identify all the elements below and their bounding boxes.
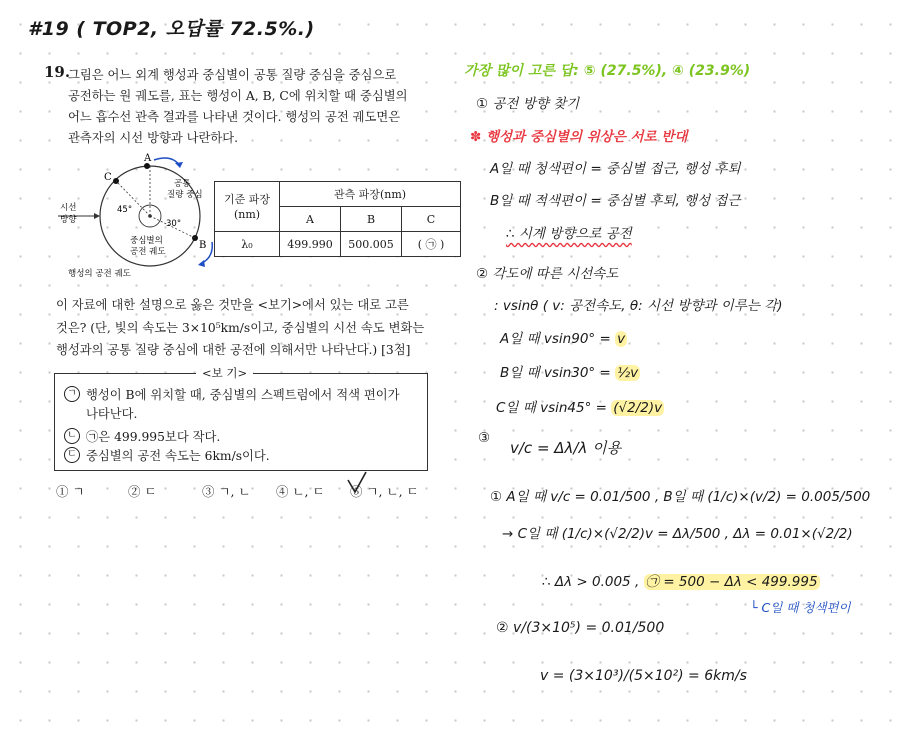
label-star-orbit-1: 중심별의	[130, 236, 163, 246]
note-b-velocity-value: ½v	[617, 365, 639, 381]
note-a-velocity-expr: A일 때 vsin90° =	[500, 331, 611, 347]
bogi-item-a-cont: 나타난다.	[86, 407, 138, 421]
label-a: A	[144, 153, 152, 164]
question-text-line: 그림은 어느 외계 행성과 중심별이 공통 질량 중심을 중심으로	[68, 68, 397, 82]
label-b: B	[199, 240, 207, 251]
table-cell-a: 499.990	[280, 232, 341, 257]
bogi-mark-c: ㄷ	[64, 447, 80, 463]
rotation-arrowhead-right-icon	[198, 260, 205, 267]
label-c: C	[104, 172, 112, 183]
note-a-velocity-value: v	[617, 331, 626, 347]
question-prompt-line: 행성과의 공통 질량 중심에 대한 공전에 의해서만 나타난다.) [3점]	[56, 343, 411, 357]
choice-2[interactable]: ② ㄷ	[128, 484, 157, 499]
note-most-chosen: 가장 많이 고른 답: ⑤ (27.5%), ④ (23.9%)	[464, 63, 751, 79]
label-common-mass-1: 공통	[174, 179, 191, 189]
table-col-c: C	[402, 207, 461, 232]
note-b-velocity-expr: B일 때 vsin30° =	[500, 365, 611, 381]
label-angle-45: 45°	[117, 205, 133, 215]
label-angle-30: 30°	[166, 219, 182, 229]
question-text-line: 공전하는 원 궤도를, 표는 행성이 A, B, C에 위치할 때 중심별의	[68, 89, 408, 103]
note-a-line: A일 때 청색편이 = 중심별 접근, 행성 후퇴	[490, 161, 741, 177]
note-calc-4: ② v/(3×10⁵) = 0.01/500	[496, 620, 665, 636]
note-calc-2: → C일 때 (1/c)×(√2/2)v = Δλ/500 , Δλ = 0.01×(√2/2)	[502, 526, 853, 542]
bogi-item-a: 행성이 B에 위치할 때, 중심별의 스펙트럼에서 적색 편이가	[86, 388, 400, 402]
table-header-ref: 기준 파장	[223, 192, 270, 206]
note-c-velocity	[496, 396, 664, 416]
bogi-title: <보 기>	[196, 365, 253, 381]
question-text-line: 관측자의 시선 방향과 나란하다.	[68, 131, 239, 145]
note-c-velocity-value: (√2/2)v	[613, 400, 663, 416]
bogi-item-c: 중심별의 공전 속도는 6km/s이다.	[86, 449, 270, 463]
table-header-obs: 관측 파장(nm)	[280, 182, 461, 207]
note-conclusion: ∴ 시계 방향으로 공전	[506, 226, 632, 242]
note-doppler-formula: v/c = Δλ/λ 이용	[510, 439, 622, 457]
note-c-velocity-expr: C일 때 vsin45° =	[496, 400, 607, 416]
choice-4[interactable]: ④ ㄴ, ㄷ	[276, 484, 325, 499]
note-a-velocity	[500, 327, 627, 347]
note-b-line: B일 때 적색편이 = 중심별 후퇴, 행성 접근	[490, 193, 741, 209]
choice-3[interactable]: ③ ㄱ, ㄴ	[202, 484, 251, 499]
note-step-1-title: ① 공전 방향 찾기	[476, 96, 580, 112]
table-col-a: A	[280, 207, 341, 232]
bogi-mark-a: ㄱ	[64, 386, 80, 402]
note-calc-1: ① A일 때 v/c = 0.01/500 , B일 때 (1/c)×(v/2) = 0.005/500	[490, 489, 871, 505]
choice-5[interactable]: ⑤ ㄱ, ㄴ, ㄷ	[350, 484, 419, 499]
question-prompt-line: 이 자료에 대한 설명으로 옳은 것만을 <보기>에서 있는 대로 고른	[56, 298, 409, 312]
table-col-b: B	[341, 207, 402, 232]
note-step-3-title: ③	[478, 430, 491, 446]
check-mark-icon	[346, 470, 368, 496]
observation-table	[214, 181, 461, 257]
sight-arrow-icon	[94, 213, 100, 219]
table-row-label: λ₀	[215, 232, 280, 257]
table-cell-c: ( ㉠ )	[402, 232, 461, 257]
choice-1[interactable]: ① ㄱ	[56, 484, 85, 499]
question-text-line: 어느 흡수선 관측 결과를 나타낸 것이다. 행성의 공전 궤도면은	[68, 110, 401, 124]
note-red-rule: ✽ 행성과 중심별의 위상은 서로 반대	[470, 129, 688, 145]
question-number: 19.	[44, 63, 71, 81]
table-cell-b: 500.005	[341, 232, 402, 257]
rotation-arrowhead-top-icon	[175, 162, 183, 168]
note-calc-5: v = (3×10³)/(5×10²) = 6km/s	[540, 668, 747, 684]
note-step-2-title: ② 각도에 따른 시선속도	[476, 266, 619, 282]
bogi-mark-b: ㄴ	[64, 428, 80, 444]
table-header-ref-unit: (nm)	[233, 207, 261, 221]
label-star-orbit-2: 공전 궤도	[130, 247, 166, 257]
rotation-arrow-top	[154, 158, 180, 166]
note-b-velocity	[500, 361, 640, 381]
note-calc-3	[542, 570, 820, 590]
label-common-mass-2: 질량 중심	[167, 190, 203, 200]
question-prompt-line: 것은? (단, 빛의 속도는 3×10⁵km/s이고, 중심별의 시선 속도 변화는	[56, 321, 425, 335]
label-sight-1: 시선	[60, 203, 77, 213]
orbit-figure	[54, 150, 224, 280]
note-v-formula: : vsinθ ( v: 공전속도, θ: 시선 방향과 이루는 각)	[494, 298, 783, 314]
bogi-item-b: ㉠은 499.995보다 작다.	[86, 430, 221, 444]
note-calc-3-expr: ∴ Δλ > 0.005 ,	[542, 574, 640, 590]
note-calc-3-highlight: ㉠ = 500 − Δλ < 499.995	[645, 574, 818, 590]
label-planet-orbit: 행성의 공전 궤도	[68, 269, 131, 279]
page-title: #19 ( TOP2, 오답률 72.5%.)	[28, 18, 315, 40]
label-sight-2: 방향	[60, 215, 77, 225]
note-blue-shift: └ C일 때 청색편이	[750, 600, 851, 615]
